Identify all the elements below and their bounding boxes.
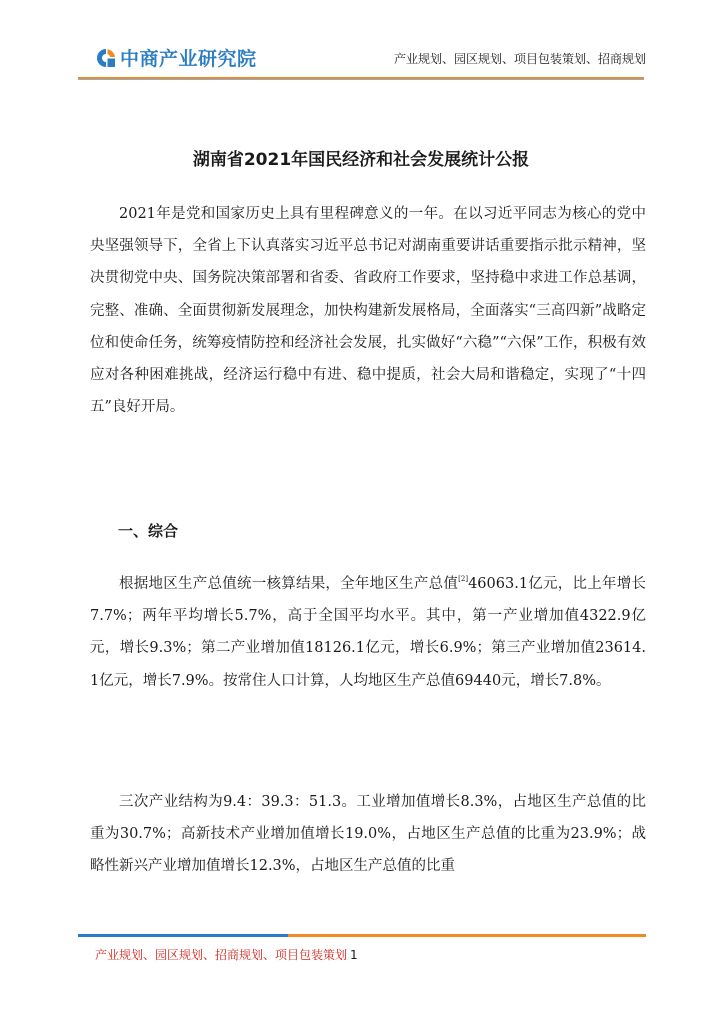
- gdp-paragraph: [90, 568, 646, 697]
- header-tagline: 产业规划、园区规划、项目包装策划、招商规划: [393, 52, 646, 66]
- section-heading-overview: 一、综合: [118, 522, 179, 540]
- page-footer: [95, 946, 358, 963]
- gdp-paragraph-body: 46063.1亿元，比上年增长7.7%；两年平均增长5.7%，高于全国平均水平。其中，第一产业增加值4322.9亿元，增长9.3%；第二产业增加值18126.1亿元，增长6.9%；第三产业增加值23614.1亿元，增长7.9%。按常住人口计算，人均地区生产总值69440元，增长7.8%。: [90, 576, 647, 689]
- document-title: 湖南省2021年国民经济和社会发展统计公报: [192, 150, 530, 170]
- intro-paragraph: 2021年是党和国家历史上具有里程碑意义的一年。在以习近平同志为核心的党中央坚强领导下，全省上下认真落实习近平总书记对湖南重要讲话重要指示批示精神，坚决贯彻党中央、国务院决策部署和省委、省政府工作要求，坚持稳中求进工作总基调，完整、准确、全面贯彻新发展理念，加快构建新发展格局，全面落实“三高四新”战略定位和使命任务，统筹疫情防控和经济社会发展，扎实做好“六稳”“六保”工作，积极有效应对各种困难挑战，经济运行稳中有进、稳中提质，社会大局和谐稳定，实现了“十四五”良好开局。: [90, 206, 646, 416]
- footer-divider-blue: [78, 934, 288, 937]
- page-number: 1: [350, 948, 358, 962]
- header-divider-secondary: [78, 79, 644, 80]
- industry-structure-paragraph: 三次产业结构为9.4：39.3：51.3。工业增加值增长8.3%，占地区生产总值的比重为30.7%；高新技术产业增加值增长19.0%，占地区生产总值的比重为23.9%；战略性新兴产业增加值增长12.3%，占地区生产总值的比重: [90, 794, 646, 875]
- gdp-paragraph-lead: 根据地区生产总值统一核算结果，全年地区生产总值: [119, 576, 459, 592]
- footer-tagline: 产业规划、园区规划、招商规划、项目包装策划: [95, 948, 348, 962]
- page-header: [0, 0, 724, 80]
- footnote-marker[interactable]: [2]: [458, 575, 469, 583]
- brand-logo: [95, 44, 257, 71]
- footer-divider-orange: [288, 934, 646, 937]
- logo-mark-icon: [95, 47, 117, 69]
- logo-text: 中商产业研究院: [120, 48, 257, 70]
